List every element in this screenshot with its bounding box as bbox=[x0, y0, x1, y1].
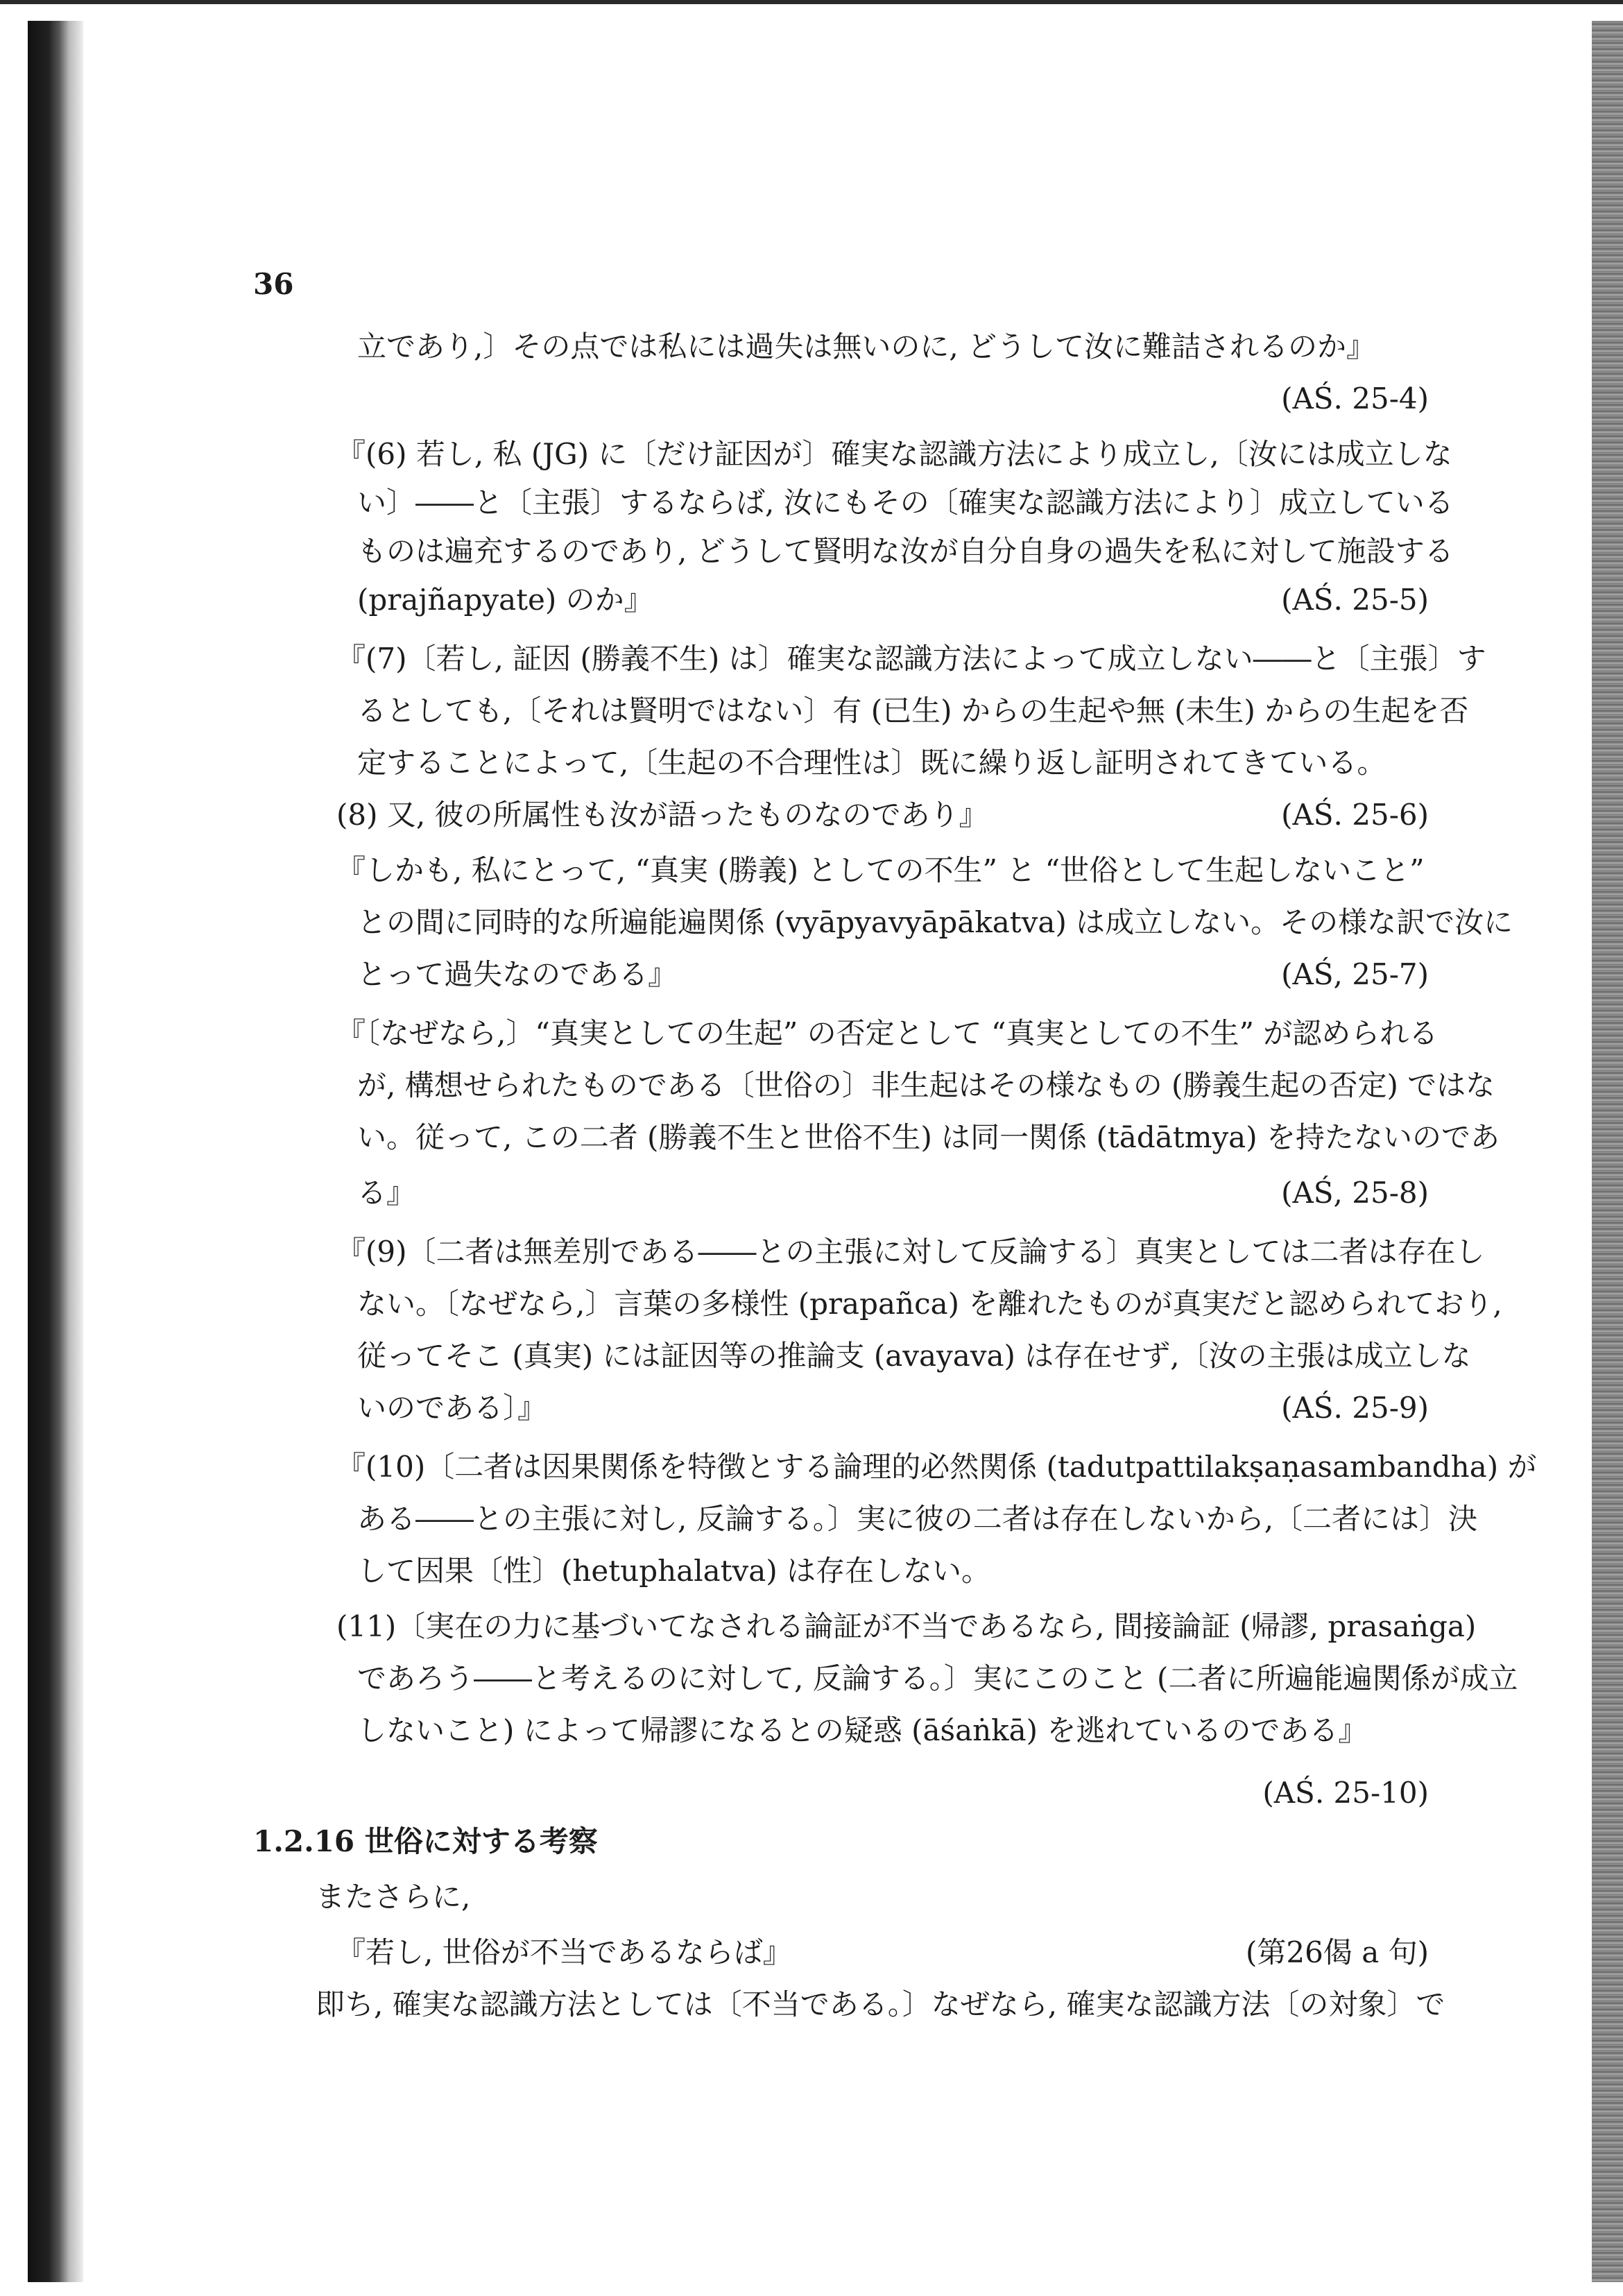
text-line: であろう――と考えるのに対して, 反論する。〕実にこのこと (二者に所遍能遍関係が成立 bbox=[357, 1661, 1518, 1695]
text-line: い〕――と〔主張〕するならば, 汝にもその〔確実な認識方法により〕成立している bbox=[357, 486, 1454, 520]
citation-reference: (AŚ, 25-7) bbox=[1281, 957, 1429, 991]
text-line: 『〔なぜなら,〕“真実としての生起” の否定として “真実としての不生” が認められる bbox=[336, 1016, 1439, 1050]
page-number: 36 bbox=[253, 267, 294, 301]
text-line: ない。〔なぜなら,〕言葉の多様性 (prapañca) を離れたものが真実だと認められており, bbox=[357, 1287, 1502, 1321]
text-line: が, 構想せられたものである〔世俗の〕非生起はその様なもの (勝義生起の否定) ではな bbox=[357, 1068, 1495, 1102]
text-line: 『(10)〔二者は因果関係を特徴とする論理的必然関係 (tadutpattilakṣaṇasambandha) が bbox=[336, 1450, 1537, 1484]
text-line: るとしても,〔それは賢明ではない〕有 (已生) からの生起や無 (未生) からの生起を否 bbox=[357, 694, 1469, 728]
citation-reference: (AŚ. 25-4) bbox=[1281, 382, 1429, 415]
text-line: しないこと) によって帰謬になるとの疑惑 (āśaṅkā) を逃れているのである』 bbox=[357, 1713, 1368, 1747]
text-line: い。従って, この二者 (勝義不生と世俗不生) は同一関係 (tādātmya) を持たないのであ bbox=[357, 1120, 1500, 1154]
right-scan-edge bbox=[1592, 21, 1623, 2282]
left-scan-edge bbox=[28, 21, 83, 2282]
text-line: 定することによって,〔生起の不合理性は〕既に繰り返し証明されてきている。 bbox=[357, 746, 1386, 780]
text-line: (8) 又, 彼の所属性も汝が語ったものなのであり』 bbox=[336, 798, 988, 832]
citation-reference: (AŚ. 25-10) bbox=[1262, 1776, 1429, 1810]
text-line: 立であり,〕その点では私には過失は無いのに, どうして汝に難詰されるのか』 bbox=[357, 329, 1376, 363]
text-line: 即ち, 確実な認識方法としては〔不当である。〕なぜなら, 確実な認識方法〔の対象〕で bbox=[316, 1987, 1445, 2021]
text-line: して因果〔性〕(hetuphalatva) は存在しない。 bbox=[357, 1554, 991, 1588]
text-line: 従ってそこ (真実) には証因等の推論支 (avayava) は存在せず,〔汝の主張は成立しな bbox=[357, 1339, 1471, 1373]
text-line: とって過失なのである』 bbox=[357, 957, 678, 991]
text-line: 『しかも, 私にとって, “真実 (勝義) としての不生” と “世俗として生起しないこと” bbox=[336, 853, 1425, 887]
citation-reference: (第26偈 a 句) bbox=[1246, 1935, 1429, 1969]
citation-reference: (AŚ. 25-5) bbox=[1281, 583, 1429, 617]
text-line: る』 bbox=[357, 1176, 416, 1210]
text-line: いのである〕』 bbox=[357, 1391, 547, 1425]
text-line: またさらに, bbox=[316, 1880, 471, 1914]
text-line: (11)〔実在の力に基づいてなされる論証が不当であるなら, 間接論証 (帰謬, prasaṅga) bbox=[336, 1609, 1477, 1643]
text-line: ものは遍充するのであり, どうして賢明な汝が自分自身の過失を私に対して施設する bbox=[357, 534, 1454, 568]
text-line: との間に同時的な所遍能遍関係 (vyāpyavyāpākatva) は成立しない。その様な訳で汝に bbox=[357, 905, 1513, 939]
citation-reference: (AŚ. 25-9) bbox=[1281, 1391, 1429, 1425]
text-line: (prajñapyate) のか』 bbox=[357, 583, 653, 617]
top-rule bbox=[0, 0, 1623, 4]
text-line: 『若し, 世俗が不当であるならば』 bbox=[336, 1935, 792, 1969]
section-heading: 1.2.16 世俗に対する考察 bbox=[253, 1824, 598, 1858]
text-line: 『(9)〔二者は無差別である――との主張に対して反論する〕真実としては二者は存在し bbox=[336, 1235, 1485, 1269]
citation-reference: (AŚ, 25-8) bbox=[1281, 1176, 1429, 1210]
text-line: ある――との主張に対し, 反論する。〕実に彼の二者は存在しないから,〔二者には〕決 bbox=[357, 1502, 1478, 1536]
text-line: 『(7)〔若し, 証因 (勝義不生) は〕確実な認識方法によって成立しない――と〔主張〕す bbox=[336, 642, 1486, 676]
citation-reference: (AŚ. 25-6) bbox=[1281, 798, 1429, 832]
text-line: 『(6) 若し, 私 (JG) に〔だけ証因が〕確実な認識方法により成立し,〔汝には成立しな bbox=[336, 437, 1452, 471]
